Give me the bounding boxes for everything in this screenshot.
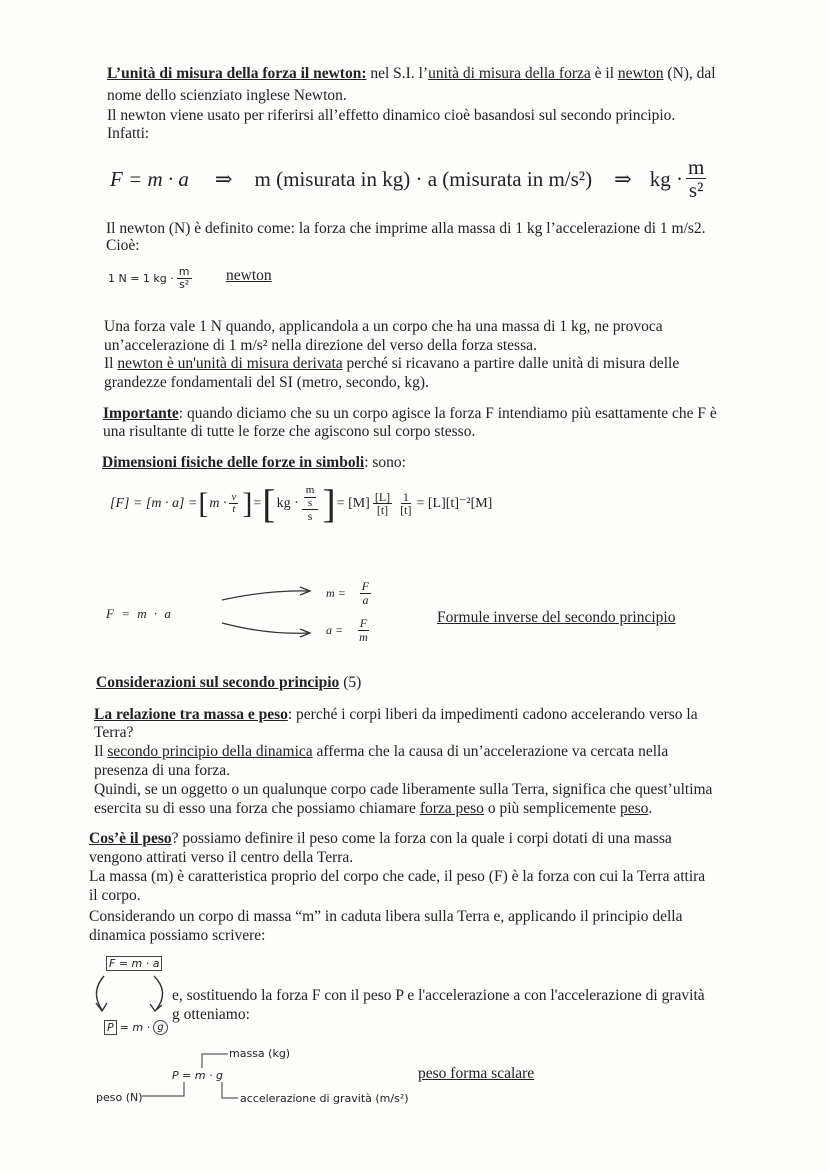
definition-line-1: Il newton (N) è definito come: la forza che imprime alla massa di 1 kg l’accelerazione di 1 m/s2. [106, 220, 706, 237]
intro-line-3: Il newton viene usato per riferirsi all’effetto dinamico cioè basandosi sul secondo principio. [107, 107, 676, 124]
substitution-top: F = m · a [106, 956, 162, 971]
mass-weight-line-1: La relazione tra massa e peso: perché i corpi liberi da impedimenti cadono accelerando verso la [94, 706, 698, 723]
dimensions-heading: Dimensioni fisiche delle forze in simboli [102, 454, 365, 471]
important-line-2: una risultante di tutte le forze che agiscono sul corpo stesso. [103, 423, 476, 440]
substitution-bottom: P = m · g [104, 1020, 168, 1035]
inverse-arrows [218, 585, 338, 645]
main-formula-fraction: $\frac{m}{\text{s²}}$ [687, 155, 705, 203]
mass-weight-line-5: Quindi, se un oggetto o un qualunque corpo cade liberamente sulla Terra, significa che quest’ultima [94, 781, 713, 798]
mass-weight-line-4: presenza di una forza. [94, 762, 230, 779]
mass-weight-heading: La relazione tra massa e peso [94, 706, 288, 723]
weight-line-6: dinamica possiamo scrivere: [89, 927, 266, 944]
weight-line-2: vengono attirati verso il centro della Terra. [89, 849, 354, 866]
final-peso-label: peso (N) [96, 1091, 143, 1104]
substitution-text-1: e, sostituendo la forza F con il peso P e l'accelerazione a con l'accelerazione di gravità [172, 987, 705, 1004]
inverse-left: F = m · a [106, 606, 173, 621]
final-accel-label: accelerazione di gravità (m/s²) [240, 1092, 409, 1105]
newton-label: newton [226, 267, 272, 284]
force-line-3: Il newton è un'unità di misura derivata perché si ricavano a partire dalle unità di misura delle [104, 355, 680, 372]
weight-line-1: Cos’è il peso? possiamo definire il peso come la forza con la quale i corpi dotati di una massa [89, 830, 672, 847]
mass-weight-line-2: Terra? [94, 724, 134, 741]
dimensions-heading-line: Dimensioni fisiche delle forze in simboli: sono: [102, 454, 406, 471]
weight-line-5: Considerando un corpo di massa “m” in caduta libera sulla Terra e, applicando il principio della [89, 908, 683, 925]
final-massa-label: massa (kg) [229, 1047, 291, 1060]
force-line-2: un’accelerazione di 1 m/s² nella direzione del verso della forza stessa. [104, 337, 537, 354]
intro-link-unit: unità di misura della forza [428, 65, 591, 82]
considerations-heading: Considerazioni sul secondo principio [96, 674, 340, 691]
main-formula: F = m · a ⇒ m (misurata in kg) · a (misurata in m/s²) ⇒ kg · $\frac{m}{\text{s²}}$ [110, 155, 705, 203]
intro-heading: L’unità di misura della forza il newton: [107, 65, 367, 82]
inverse-a: a = $\frac{F}{m}$ [326, 616, 368, 644]
force-line-4: grandezze fondamentali del SI (metro, secondo, kg). [104, 374, 429, 391]
substitution-arrows [90, 970, 180, 1020]
force-line-1: Una forza vale 1 N quando, applicandola a un corpo che ha una massa di 1 kg, ne provoca [104, 318, 663, 335]
dimensions-formula: [F] = [m · a] = [ m · $\frac{v}{t}$ ] = [ kg · $\frac{\frac{m}{s}}{s}$ ] = [M] $\frac{[L]}{[t]}$ $\frac{1}{[t]}$ = [L][t]⁻²[M] [110, 481, 493, 527]
definition-line-2: Cioè: [106, 237, 140, 254]
weight-heading: Cos’è il peso [89, 830, 172, 847]
final-label: peso forma scalare [418, 1065, 535, 1082]
inverse-label: Formule inverse del secondo principio [437, 609, 676, 626]
mass-weight-line-6: esercita su di esso una forza che possiamo chiamare forza peso o più semplicemente peso. [94, 800, 653, 817]
important-line-1: Importante: quando diciamo che su un corpo agisce la forza F intendiamo più esattamente che F è [103, 405, 717, 422]
intro-line-2: nome dello scienziato inglese Newton. [107, 87, 347, 104]
weight-line-3: La massa (m) è caratteristica proprio del corpo che cade, il peso (F) è la forza con cui la Terra attira [89, 868, 706, 885]
intro-line-1: L’unità di misura della forza il newton: nel S.I. l’unità di misura della forza è il newton (N), dal [107, 65, 716, 82]
substitution-text-2: g otteniamo: [172, 1006, 250, 1023]
final-annotation-lines [140, 1040, 240, 1110]
mass-weight-line-3: Il secondo principio della dinamica afferma che la causa di un’accelerazione va cercata nella [94, 743, 669, 760]
important-label: Importante [103, 405, 179, 422]
inverse-m: m = $\frac{F}{a}$ [326, 579, 370, 607]
weight-line-4: il corpo. [89, 887, 141, 904]
final-formula: P = m · g [172, 1069, 224, 1082]
intro-line-4: Infatti: [107, 125, 150, 142]
considerations-heading-line: Considerazioni sul secondo principio (5) [96, 674, 362, 691]
intro-link-newton: newton [617, 65, 664, 82]
newton-definition-formula: 1 N = 1 kg · $\frac{m}{\text{s²}}$ [108, 265, 190, 291]
